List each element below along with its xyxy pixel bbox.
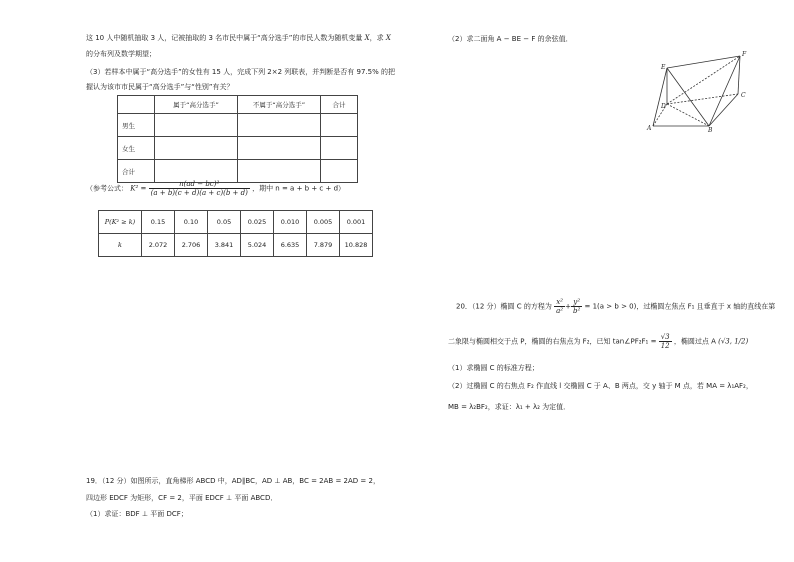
q20-line2-a: 二象限与椭圆相交于点 P，椭圆的右焦点为 F₂，已知 tan∠PF₂F₁ = — [448, 337, 657, 346]
table-header: 属于“高分选手” — [155, 96, 238, 114]
table-cell — [321, 137, 358, 160]
q20-part2-line2: MB = λ₂BF₂，求证：λ₁ + λ₂ 为定值． — [448, 403, 571, 411]
q18-line1-end: ，求 — [369, 34, 384, 42]
edge-ef — [667, 56, 740, 68]
label-f: F — [742, 51, 747, 58]
frac-denominator: 12 — [660, 342, 670, 350]
label-e: E — [661, 64, 666, 71]
q20-point: (√3, 1/2) — [718, 337, 749, 346]
q20-eq-tail: = 1(a > b > 0)，过椭圆左焦点 F₁ 且垂直于 x 轴的直线在第 — [584, 302, 776, 311]
table-cell: 5.024 — [241, 234, 274, 257]
q19-line1: 19．（12 分）如图所示，直角梯形 ABCD 中，AD∥BC，AD ⊥ AB，BC = 2AB = 2AD = 2， — [86, 477, 380, 485]
table-row-header: k — [99, 234, 142, 257]
table-cell: 2.706 — [175, 234, 208, 257]
table-cell — [118, 96, 155, 114]
formula-tail: ，期中 n = a + b + c + d） — [252, 184, 346, 193]
table-cell: 0.001 — [340, 211, 373, 234]
table-cell — [155, 114, 238, 137]
q20-line2 — [448, 333, 748, 350]
formula-lhs: K² = — [130, 184, 147, 193]
q18-var-x: X — [364, 34, 370, 42]
table-cell — [155, 137, 238, 160]
q18-part3-line2: 握认为该市市民属于“高分选手”与“性别”有关？ — [86, 83, 234, 91]
table-cell: 10.828 — [340, 234, 373, 257]
q20-part1: （1）求椭圆 C 的标准方程； — [448, 364, 539, 372]
q18-var-x2: X — [385, 34, 391, 42]
label-c: C — [741, 92, 746, 99]
table-cell: 0.15 — [142, 211, 175, 234]
q18-continuation-line — [86, 33, 391, 43]
table-cell: 0.010 — [274, 211, 307, 234]
table-row-header: P(K² ≥ k) — [99, 211, 142, 234]
edge-bf — [709, 56, 740, 126]
label-b: B — [708, 127, 713, 133]
geometry-figure — [645, 48, 750, 133]
reference-formula — [86, 180, 345, 197]
row-label-male: 男生 — [118, 114, 155, 137]
table-cell: 3.841 — [208, 234, 241, 257]
table-row — [99, 211, 373, 234]
critical-value-table — [98, 210, 373, 257]
table-cell — [238, 114, 321, 137]
q20-prefix: 20．（12 分）椭圆 C 的方程为 — [456, 302, 552, 311]
q18-line2: 的分布列及数学期望； — [86, 50, 156, 58]
q18-line1-text: 这 10 人中随机抽取 3 人，记被抽取的 3 名市民中属于“高分选手”的市民人数为随机变量 — [86, 34, 363, 42]
frac-denominator: a² — [556, 307, 564, 315]
edge-db — [667, 104, 709, 126]
frac-numerator: y² — [571, 298, 582, 307]
table-header: 合计 — [321, 96, 358, 114]
label-a: A — [647, 125, 652, 132]
frac-numerator: √3 — [660, 333, 670, 341]
q19-part1: （1）求证：BDF ⊥ 平面 DCF； — [86, 510, 188, 518]
table-cell: 0.10 — [175, 211, 208, 234]
table-row — [118, 96, 358, 114]
table-cell: 2.072 — [142, 234, 175, 257]
table-cell: 0.025 — [241, 211, 274, 234]
contingency-table — [117, 95, 358, 183]
table-cell — [238, 137, 321, 160]
edge-ae — [653, 68, 667, 126]
row-label-female: 女生 — [118, 137, 155, 160]
edge-eb — [667, 68, 709, 126]
table-row — [99, 234, 373, 257]
table-cell: 6.635 — [274, 234, 307, 257]
formula-numerator: n(ad − bc)² — [149, 180, 250, 189]
q20-tan-fraction — [659, 333, 672, 350]
q20-part2: （2）过椭圆 C 的右焦点 F₂ 作直线 l 交椭圆 C 于 A、B 两点，交 y 轴于 M 点，若 MA = λ₁AF₂， — [448, 382, 753, 390]
q20-line1: 20．（12 分）椭圆 C 的方程为 $\frac{\text{x²}}{\text{a²}}$ + $\frac{\text{y²}}{\text{b²}}$ = 1(a > b > 0)，过椭圆左焦点 F₁ 且垂直于 x 轴的直线在第 — [456, 298, 776, 315]
table-cell: 7.879 — [307, 234, 340, 257]
q20-line2-b: ，椭圆过点 A — [673, 337, 716, 346]
frac-denominator: b² — [572, 307, 581, 315]
row-label-total: 合计 — [118, 160, 155, 183]
q20-frac-y — [571, 298, 582, 315]
label-d: D — [661, 103, 666, 110]
table-cell: 0.005 — [307, 211, 340, 234]
q19-line2: 四边形 EDCF 为矩形，CF = 2，平面 EDCF ⊥ 平面 ABCD． — [86, 494, 278, 502]
edge-fc — [738, 56, 740, 94]
table-header: 不属于“高分选手” — [238, 96, 321, 114]
table-row — [118, 114, 358, 137]
table-cell: 0.05 — [208, 211, 241, 234]
formula-denominator: (a + b)(c + d)(a + c)(b + d) — [150, 189, 248, 197]
edge-dc — [667, 94, 738, 104]
table-row — [118, 137, 358, 160]
q19-part2: （2）求二面角 A − BE − F 的余弦值． — [448, 35, 573, 43]
q18-part3-line1: （3）若样本中属于“高分选手”的女性有 15 人，完成下列 2×2 列联表，并判断是否有 97.5% 的把 — [86, 68, 395, 76]
formula-label: （参考公式： — [86, 184, 128, 193]
table-cell — [321, 114, 358, 137]
edge-cb — [709, 94, 738, 126]
formula-fraction — [149, 180, 250, 197]
q20-frac-x — [554, 298, 565, 315]
frac-numerator: x² — [554, 298, 565, 307]
